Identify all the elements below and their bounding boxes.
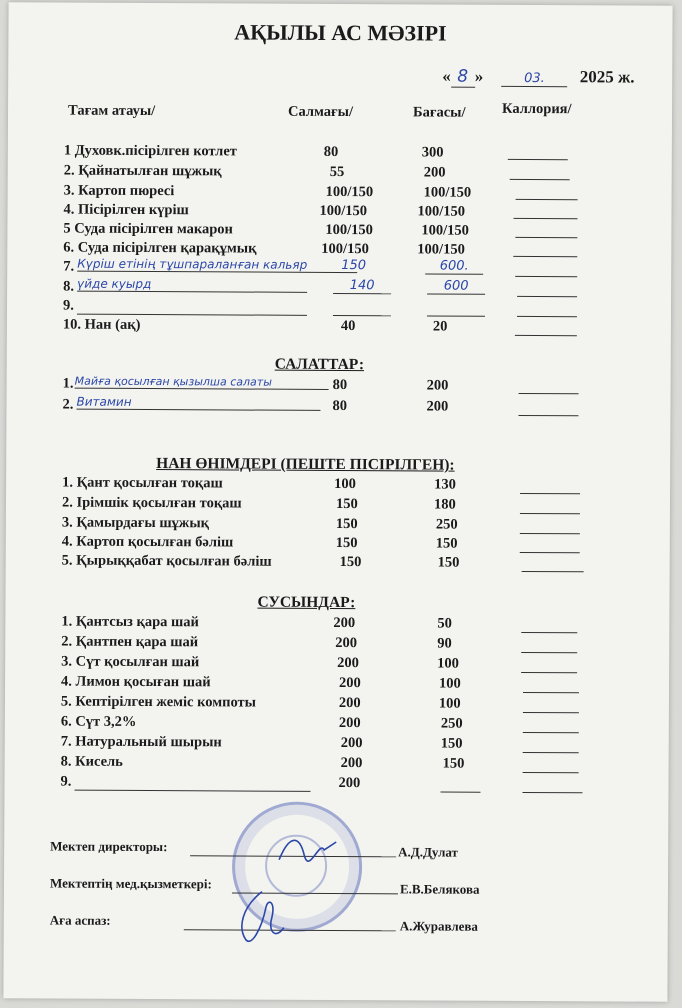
salads-title: САЛАТТАР: — [274, 355, 365, 374]
calorie-blank — [521, 672, 577, 673]
salad-2-price: 200 — [426, 398, 449, 415]
main-item-3-weight: 100/150 — [325, 183, 374, 201]
salad-2-weight: 80 — [332, 397, 348, 415]
calorie-blank — [517, 316, 577, 317]
calorie-blank — [515, 335, 577, 336]
bakery-3-name: 3. Қамырдағы шұжық — [61, 514, 210, 532]
main-item-10-name: 10. Нан (ақ) — [62, 316, 141, 333]
price-blank — [427, 315, 485, 316]
salad-1-price: 200 — [426, 377, 449, 394]
main-item-7-num: 7. — [63, 258, 75, 275]
main-item-7-weight-hand: 150 — [341, 258, 367, 274]
bakery-2-price: 180 — [433, 496, 456, 513]
main-item-4-weight: 100/150 — [319, 202, 368, 220]
date-open-quote: « — [442, 66, 451, 86]
salad-2-name-hand: Витамин — [76, 395, 320, 411]
date-day: 8 — [451, 67, 475, 88]
calorie-blank — [521, 632, 577, 633]
main-item-5-price: 100/150 — [421, 222, 469, 239]
drink-2-price: 90 — [437, 635, 452, 652]
date-month: 03. — [501, 71, 567, 87]
bakery-3-price: 250 — [435, 516, 458, 533]
calorie-blank — [523, 752, 579, 753]
calorie-blank — [513, 256, 577, 257]
main-item-5-weight: 100/150 — [325, 221, 373, 239]
date-close-quote: » — [474, 66, 484, 86]
calorie-blank — [508, 159, 568, 160]
main-item-8-name-hand: үйде куырд — [77, 277, 307, 293]
main-item-6-price: 100/150 — [417, 241, 465, 258]
drink-8-price: 150 — [442, 755, 465, 772]
bakery-2-weight: 150 — [335, 495, 358, 513]
main-item-6-name: 6. Суда пісірілген қарақұмық — [63, 239, 257, 257]
calorie-blank — [510, 179, 570, 180]
main-item-1-weight: 80 — [323, 143, 339, 160]
page-title: АҚЫЛЫ АС МӘЗІРІ — [234, 19, 447, 46]
calorie-blank — [519, 393, 579, 394]
drink-1-price: 50 — [437, 615, 452, 632]
salad-1-num: 1. — [62, 375, 74, 392]
drink-3-weight: 200 — [337, 654, 359, 672]
salad-1-name-hand: Майға қосылған қызылша салаты — [75, 375, 329, 390]
calorie-blank — [522, 792, 582, 793]
bakery-4-name: 4. Картоп қосылған бәліш — [61, 533, 234, 551]
drink-7-price: 150 — [440, 735, 463, 752]
main-item-2-price: 200 — [423, 164, 446, 181]
drinks-title: СУСЫНДАР: — [257, 593, 356, 612]
calorie-blank — [523, 692, 579, 693]
signature-name-medic: Е.В.Белякова — [399, 881, 480, 897]
drink-8-weight: 200 — [340, 755, 363, 772]
main-item-4-price: 100/150 — [417, 203, 466, 220]
main-item-2-name: 2. Қайнатылған шұжық — [63, 162, 222, 180]
calorie-blank — [523, 732, 579, 733]
bakery-5-price: 150 — [437, 554, 460, 571]
name-blank — [77, 314, 307, 316]
drink-5-price: 100 — [438, 695, 461, 712]
date-line — [442, 67, 634, 89]
menu-sheet — [3, 2, 672, 1001]
header-calories: Каллория/ — [502, 100, 572, 118]
drink-3-price: 100 — [437, 655, 459, 672]
drink-2-name: 2. Қантпен қара шай — [61, 633, 199, 651]
calorie-blank — [522, 571, 584, 572]
drink-5-name: 5. Кептірілген жеміс компоты — [60, 693, 257, 711]
header-name: Тағам атауы/ — [68, 102, 156, 120]
main-item-6-weight: 100/150 — [321, 240, 369, 258]
main-item-3-name: 3. Картоп пюресі — [63, 182, 175, 200]
bakery-1-name: 1. Қант қосылған тоқаш — [62, 474, 223, 492]
chef-signature-mark — [232, 887, 292, 951]
bakery-1-price: 130 — [434, 476, 456, 493]
director-signature-mark — [274, 830, 344, 870]
drink-1-weight: 200 — [333, 614, 356, 632]
main-item-7-name-hand: Күріш етінің тұшпараланған кальяр — [77, 257, 357, 273]
drink-9-name: 9. — [60, 773, 72, 790]
calorie-blank — [515, 276, 577, 277]
calorie-blank — [523, 772, 579, 773]
signature-role-chef: Аға аспаз: — [49, 912, 111, 928]
calorie-blank — [515, 237, 577, 238]
calorie-blank — [520, 533, 580, 534]
drink-6-price: 250 — [440, 715, 463, 732]
calorie-blank — [513, 218, 577, 219]
calorie-blank — [520, 513, 580, 514]
bakery-1-weight: 100 — [334, 475, 356, 493]
bakery-4-price: 150 — [435, 535, 458, 552]
drink-6-weight: 200 — [338, 715, 361, 732]
drink-5-weight: 200 — [338, 695, 361, 712]
signature-name-director: А.Д.Дулат — [398, 844, 459, 860]
signature-role-director: Мектеп директоры: — [50, 838, 168, 855]
drink-4-name: 4. Лимон қосыған шай — [61, 673, 211, 691]
calorie-blank — [517, 296, 577, 297]
calorie-blank — [516, 199, 578, 200]
bakery-5-name: 5. Қырыққабат қосылған бәліш — [61, 552, 272, 570]
bakery-4-weight: 150 — [335, 534, 358, 552]
calorie-blank — [523, 712, 579, 713]
price-blank — [440, 792, 480, 793]
calorie-blank — [520, 493, 580, 494]
drink-2-weight: 200 — [335, 634, 358, 652]
signature-role-medic: Мектептің мед.қызметкері: — [49, 875, 212, 892]
signature-name-chef: А.Журавлева — [399, 918, 478, 934]
main-item-3-price: 100/150 — [423, 184, 472, 201]
drink-7-name: 7. Натуральный шырын — [60, 733, 222, 751]
header-weight: Салмағы/ — [288, 103, 354, 121]
drink-3-name: 3. Сүт қосылған шай — [61, 653, 200, 671]
main-item-1-price: 300 — [421, 144, 444, 161]
calorie-blank — [518, 415, 578, 416]
drink-9-weight: 200 — [338, 775, 361, 792]
bakery-title: НАН ӨНІМДЕРІ (ПЕШТЕ ПІСІРІЛГЕН): — [156, 455, 455, 474]
bakery-2-name: 2. Ірімшік қосылған тоқаш — [61, 494, 242, 512]
date-year: 2025 ж. — [579, 67, 635, 87]
main-item-10-weight: 40 — [340, 318, 356, 335]
salad-2-num: 2. — [62, 396, 74, 413]
main-item-8-num: 8. — [63, 278, 75, 295]
main-item-9-num: 9. — [62, 297, 74, 314]
drink-8-name: 8. Кисель — [60, 753, 123, 770]
drink-7-weight: 200 — [340, 735, 363, 752]
bakery-3-weight: 150 — [335, 515, 358, 533]
drink-4-weight: 200 — [339, 675, 361, 692]
calorie-blank — [520, 552, 580, 553]
main-item-8-price-hand: 600 — [427, 278, 485, 294]
bakery-5-weight: 150 — [339, 554, 362, 571]
main-item-4-name: 4. Пісірілген күріш — [63, 201, 189, 219]
drink-1-name: 1. Қантсыз қара шай — [61, 613, 199, 631]
name-blank — [74, 790, 310, 792]
main-item-5-name: 5 Суда пісірілген макарон — [63, 220, 233, 238]
main-item-2-weight: 55 — [329, 163, 345, 181]
drink-6-name: 6. Сүт 3,2% — [60, 713, 137, 730]
main-item-10-price: 20 — [432, 318, 448, 335]
drink-4-price: 100 — [439, 675, 461, 692]
salad-1-weight: 80 — [332, 376, 348, 394]
main-item-1-name: 1 Духовк.пісірілген котлет — [63, 142, 237, 160]
header-price: Бағасы/ — [412, 104, 466, 121]
calorie-blank — [521, 652, 577, 653]
main-item-8-weight-hand: 140 — [333, 278, 391, 294]
weight-blank — [333, 315, 391, 316]
main-item-7-price-hand: 600. — [425, 258, 483, 274]
